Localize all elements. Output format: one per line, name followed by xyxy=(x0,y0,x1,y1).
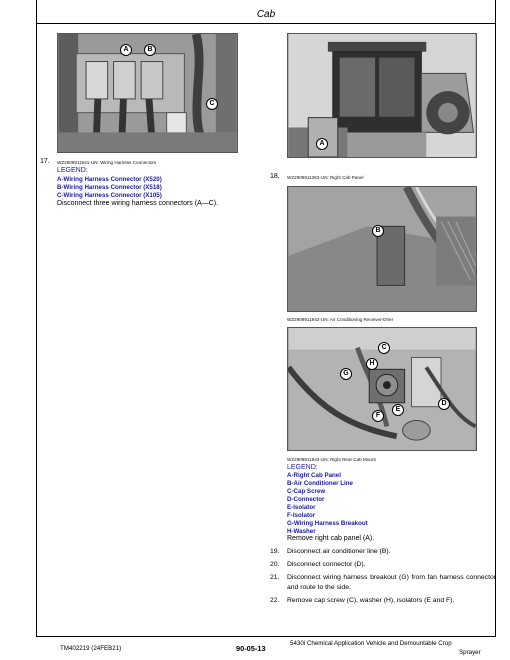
step-number: 19. xyxy=(270,548,280,555)
photo-wiring-harness-connectors xyxy=(57,33,238,153)
legend-item: F-Isolator xyxy=(287,512,316,519)
step-17-number: 17. xyxy=(40,158,50,165)
callout-b-ac: B xyxy=(372,225,384,237)
step-number: 21. xyxy=(270,574,280,581)
callout-c: C xyxy=(206,98,218,110)
legend-item: B-Air Conditioner Line xyxy=(287,480,353,487)
step-18-legend xyxy=(287,472,368,536)
footer-doc-id: TM402219 (24FEB21) xyxy=(60,645,122,652)
step-17-legend-title: LEGEND: xyxy=(57,167,88,174)
step-18-caption-ac: WZ2909911942-UN: Air Conditioning Receiver-Drier xyxy=(287,317,394,322)
step-18-legend-title: LEGEND: xyxy=(287,464,318,471)
step-row xyxy=(270,560,496,570)
legend-item: G-Wiring Harness Breakout xyxy=(287,520,368,527)
callout-d-mount: D xyxy=(438,398,450,410)
step-row xyxy=(270,573,496,593)
step-text: Disconnect air conditioner line (B). xyxy=(287,548,391,555)
step-18-caption-mount: WZ2909911943-UN: Right Rear Cab Mount xyxy=(287,457,376,462)
step-18-instruction: Remove right cab panel (A). xyxy=(287,535,375,542)
header-box xyxy=(36,0,496,24)
callout-c-mount: C xyxy=(378,342,390,354)
legend-item: B-Wiring Harness Connector (X518) xyxy=(57,184,162,191)
ac-line-illustration xyxy=(288,187,476,311)
steps-list xyxy=(270,547,496,606)
step-row xyxy=(270,596,496,606)
callout-h-mount: H xyxy=(366,358,378,370)
legend-item: H-Washer xyxy=(287,528,316,535)
legend-item: A-Wiring Harness Connector (X520) xyxy=(57,176,162,183)
section-title: Cab xyxy=(256,9,276,20)
legend-item: E-Isolator xyxy=(287,504,316,511)
legend-item: C-Cap Screw xyxy=(287,488,326,495)
callout-a-cab: A xyxy=(316,138,328,150)
footer-rule xyxy=(36,636,496,637)
callout-b: B xyxy=(144,44,156,56)
footer-title-line2: Sprayer xyxy=(459,649,481,656)
photo-ac-receiver-drier xyxy=(287,186,477,312)
step-number: 22. xyxy=(270,597,280,604)
legend-item: A-Right Cab Panel xyxy=(287,472,341,479)
step-text: Disconnect connector (D). xyxy=(287,561,366,568)
step-17-instruction: Disconnect three wiring harness connectors (A—C). xyxy=(57,200,219,207)
footer-page-number: 90-05-13 xyxy=(236,644,266,653)
footer-title-line1: 5430i Chemical Application Vehicle and Demountable Crop xyxy=(290,640,452,647)
callout-a: A xyxy=(120,44,132,56)
step-18-caption-cab: WZ2909911363-UN: Right Cab Panel xyxy=(287,175,364,180)
step-17-legend xyxy=(57,176,162,200)
legend-item: C-Wiring Harness Connector (X105) xyxy=(57,192,162,199)
photo-right-rear-cab-mount xyxy=(287,327,477,451)
step-text: Remove cap screw (C), washer (H), isolators (E and F). xyxy=(287,597,455,604)
step-text: Disconnect wiring harness breakout (G) from fan harness connector and route to the side. xyxy=(287,574,496,591)
photo-right-cab-panel xyxy=(287,33,477,158)
step-row xyxy=(270,547,496,557)
callout-g-mount: G xyxy=(340,368,352,380)
step-17-caption: WZ2909911941-UN: Wiring Harness Connectors xyxy=(57,160,157,165)
legend-item: D-Connector xyxy=(287,496,325,503)
callout-e-mount: E xyxy=(392,404,404,416)
step-number: 20. xyxy=(270,561,280,568)
step-18-number: 18. xyxy=(270,173,280,180)
callout-f-mount: F xyxy=(372,410,384,422)
cab-illustration xyxy=(288,34,476,157)
